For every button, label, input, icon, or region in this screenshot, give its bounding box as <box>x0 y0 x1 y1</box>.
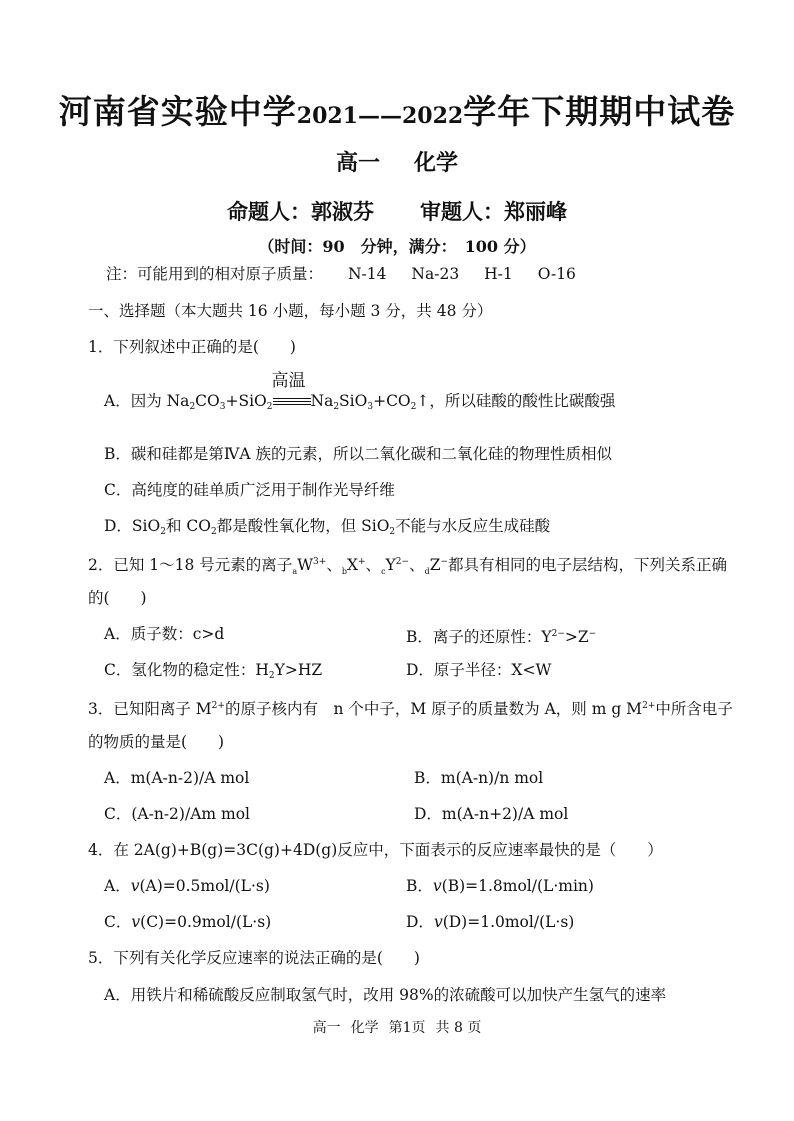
question-4-option-d: D．v(D)=1.0mol/(L·s) <box>406 913 575 931</box>
grade-label: 高一 <box>335 150 380 176</box>
school-name: 河南省实验中学 <box>58 92 297 131</box>
school-years: 2021——2022 <box>296 103 464 129</box>
footer-grade: 高一 <box>312 1020 341 1036</box>
grade-subject <box>0 146 794 177</box>
question-3-option-a: A．m(A-n-2)/A mol <box>104 769 250 787</box>
proposer: 命题人：郭淑芬 <box>227 199 374 224</box>
question-3-option-c: C．(A-n-2)/Am mol <box>104 805 250 823</box>
question-4-option-a: A．v(A)=0.5mol/(L·s) <box>104 877 270 895</box>
question-2-stem-line2: 的( ) <box>88 589 147 607</box>
question-3-stem-line2: 的物质的量是( ) <box>88 733 225 751</box>
question-3-stem: 3．已知阳离子 $M^{2+}$的原子核内有 n 个中子，M 原子的质量数为 A，则 m g $M^{2+}$中所含电子 <box>88 700 733 718</box>
reaction-condition: 高温 <box>271 371 306 391</box>
atomic-mass-note <box>106 264 576 284</box>
question-1-option-a: A．因为 $Na_2CO_3+SiO_2$ 高温 $Na_2SiO_3+CO_2↑$，所以硅酸的酸性比碳酸强 <box>104 371 616 412</box>
question-3-option-d: D．m(A-n+2)/A mol <box>414 805 569 823</box>
question-1-option-c: C．高纯度的硅单质广泛用于制作光导纤维 <box>104 481 395 499</box>
subject-label: 化学 <box>414 150 459 176</box>
question-2-option-d: D．原子半径：X<W <box>406 661 552 679</box>
exam-name: 学年下期期中试卷 <box>463 92 736 131</box>
footer-page: 第1页 <box>388 1020 426 1036</box>
question-2-stem: 2．已知 1～18 号元素的离子$_aW^{3+}$、$_b$X+、$_cY^{2-}$、$_d$Z−都具有相同的电子层结构，下列关系正确 <box>88 556 728 576</box>
exam-title <box>0 86 794 133</box>
time-info: （时间：90 分钟，满分： 100 分） <box>258 237 536 256</box>
question-4-option-b: B．v(B)=1.8mol/(L·min) <box>406 877 594 895</box>
mass-n: N-14 <box>347 265 387 283</box>
question-5-option-a: A．用铁片和稀硫酸反应制取氢气时，改用 98%的浓硫酸可以加快产生氢气的速率 <box>104 986 667 1004</box>
footer-total: 共 8 页 <box>435 1020 482 1036</box>
mass-h: H-1 <box>484 265 513 283</box>
mass-o: O-16 <box>537 265 576 283</box>
section-title: 一、选择题（本大题共 16 小题，每小题 3 分，共 48 分） <box>88 302 493 320</box>
question-4-option-c: C．v(C)=0.9mol/(L·s) <box>104 913 272 931</box>
question-5-stem: 5．下列有关化学反应速率的说法正确的是( ) <box>88 949 420 967</box>
mass-na: Na-23 <box>411 265 460 283</box>
question-2-option-b: B．离子的还原性：$Y^{2-}>Z^-$ <box>406 628 597 646</box>
question-4-stem: 4．在 2A(g)+B(g)=3C(g)+4D(g)反应中，下面表示的反应速率最快的是（ ） <box>88 841 663 859</box>
question-2-option-a: A．质子数：c>d <box>104 625 225 643</box>
equilibrium-sign <box>271 371 311 409</box>
question-3-option-b: B．m(A-n)/n mol <box>414 769 544 787</box>
footer-subject: 化学 <box>350 1020 379 1036</box>
reviewer: 审题人：郑丽峰 <box>420 199 567 224</box>
question-1-option-d: D．SiO$_2$和 $CO_2$都是酸性氧化物，但 SiO$_2$不能与水反应生成硅酸 <box>104 517 551 537</box>
question-2-option-c: C．氢化物的稳定性：$H_2Y>HZ$ <box>104 661 323 681</box>
question-1-stem: 1．下列叙述中正确的是( ) <box>88 338 296 356</box>
page-footer <box>0 1017 794 1037</box>
authors-line <box>0 196 794 226</box>
note-label: 注：可能用到的相对原子质量： <box>106 265 324 283</box>
question-1-option-b: B．碳和硅都是第ⅣA 族的元素，所以二氧化碳和二氧化硅的物理性质相似 <box>104 445 612 463</box>
